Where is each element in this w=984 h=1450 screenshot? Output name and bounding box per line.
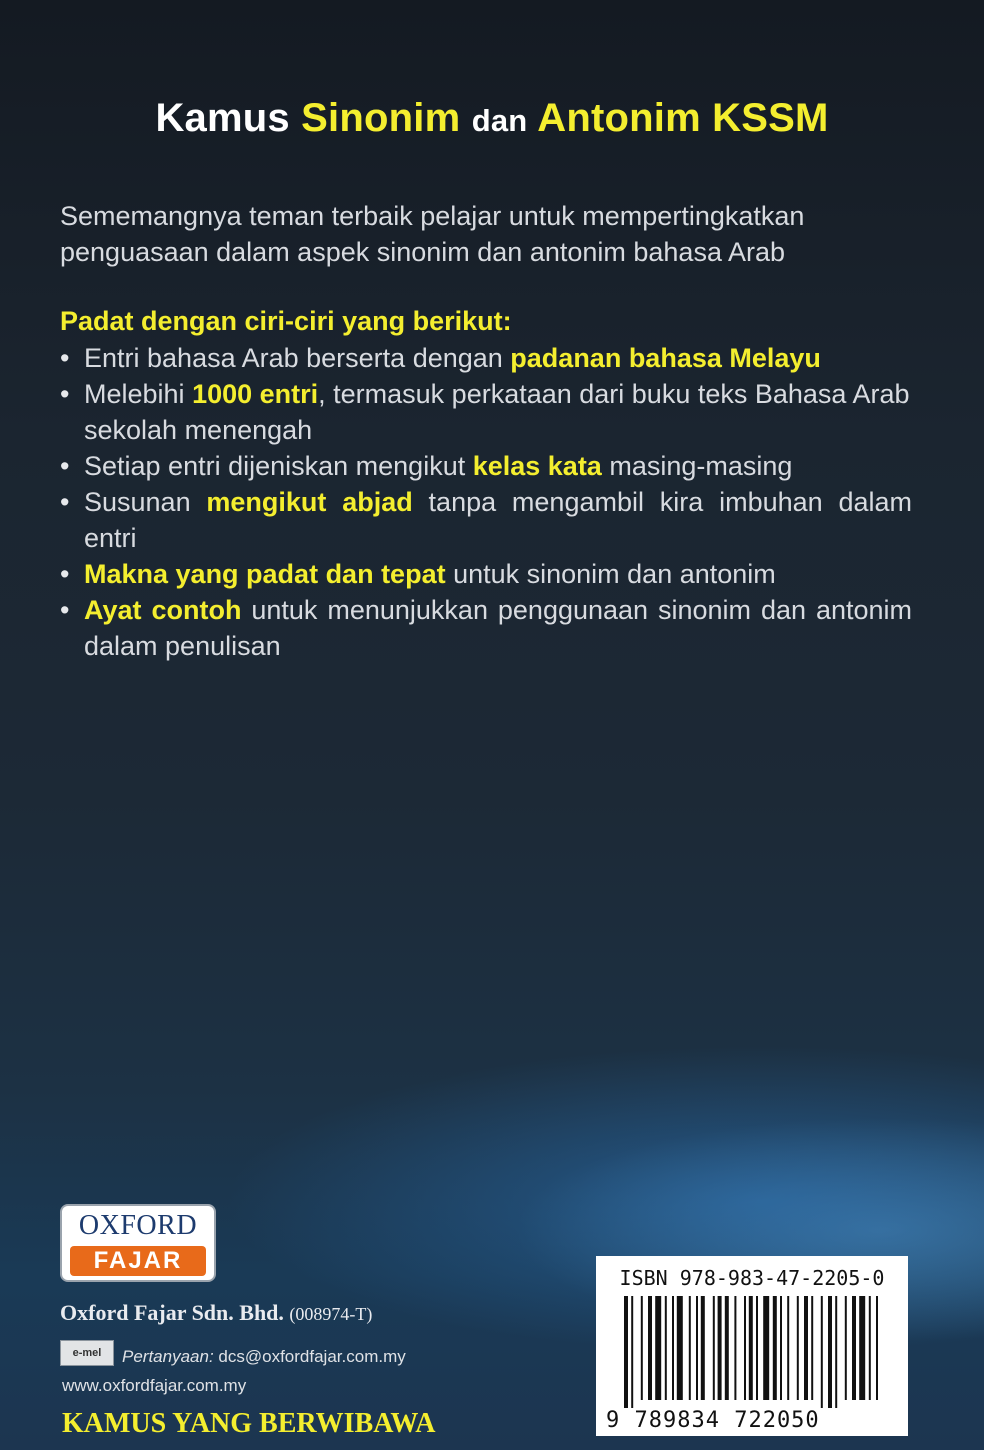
barcode-icon <box>624 1296 880 1408</box>
tagline: KAMUS YANG BERWIBAWA <box>62 1408 436 1439</box>
title-word-kamus: Kamus <box>155 96 290 140</box>
bullet-icon: • <box>60 487 70 517</box>
barcode-panel <box>596 1256 908 1436</box>
bullet-icon: • <box>60 343 70 373</box>
logo-fajar-text: FAJAR <box>70 1246 206 1276</box>
title-word-dan: dan <box>471 103 528 138</box>
feature-item: • Setiap entri dijeniskan mengikut kelas kata masing-masing <box>60 448 912 484</box>
intro-paragraph: Sememangnya teman terbaik pelajar untuk mempertingkatkan penguasaan dalam aspek sinonim dan antonim bahasa Arab <box>60 201 805 267</box>
feature-item: • Makna yang padat dan tepat untuk sinonim dan antonim <box>60 556 912 592</box>
inquiry-label: Pertanyaan: <box>122 1347 214 1366</box>
bullet-icon: • <box>60 595 70 625</box>
features-list <box>60 340 912 664</box>
contact-email: dcs@oxfordfajar.com.my <box>218 1347 406 1366</box>
feature-item: • Susunan mengikut abjad tanpa mengambil kira imbuhan dalam entri <box>60 484 912 556</box>
oxford-fajar-logo <box>60 1204 216 1282</box>
feature-item: • Ayat contoh untuk menunjukkan penggunaan sinonim dan antonim dalam penulisan <box>60 592 912 664</box>
bullet-icon: • <box>60 559 70 589</box>
email-icon: e-mel <box>60 1340 114 1366</box>
title-word-antonim-kssm: Antonim KSSM <box>537 96 829 140</box>
title-word-sinonim: Sinonim <box>301 96 461 140</box>
feature-item: • Entri bahasa Arab berserta dengan padanan bahasa Melayu <box>60 340 912 376</box>
features-heading: Padat dengan ciri-ciri yang berikut: <box>60 306 512 336</box>
publisher-registration: (008974-T) <box>289 1304 373 1324</box>
inquiry-line <box>122 1347 406 1367</box>
cover-title <box>0 96 984 141</box>
barcode-digits: 9 789834 722050 <box>606 1408 820 1433</box>
feature-item: • Melebihi 1000 entri, termasuk perkataan dari buku teks Bahasa Arab sekolah menengah <box>60 376 912 448</box>
publisher-name: Oxford Fajar Sdn. Bhd. (008974-T) <box>60 1300 373 1325</box>
bullet-icon: • <box>60 379 70 409</box>
logo-oxford-text: OXFORD <box>78 1210 198 1241</box>
bullet-icon: • <box>60 451 70 481</box>
website-url: www.oxfordfajar.com.my <box>62 1376 247 1395</box>
isbn-number: ISBN 978-983-47-2205-0 <box>619 1266 885 1290</box>
